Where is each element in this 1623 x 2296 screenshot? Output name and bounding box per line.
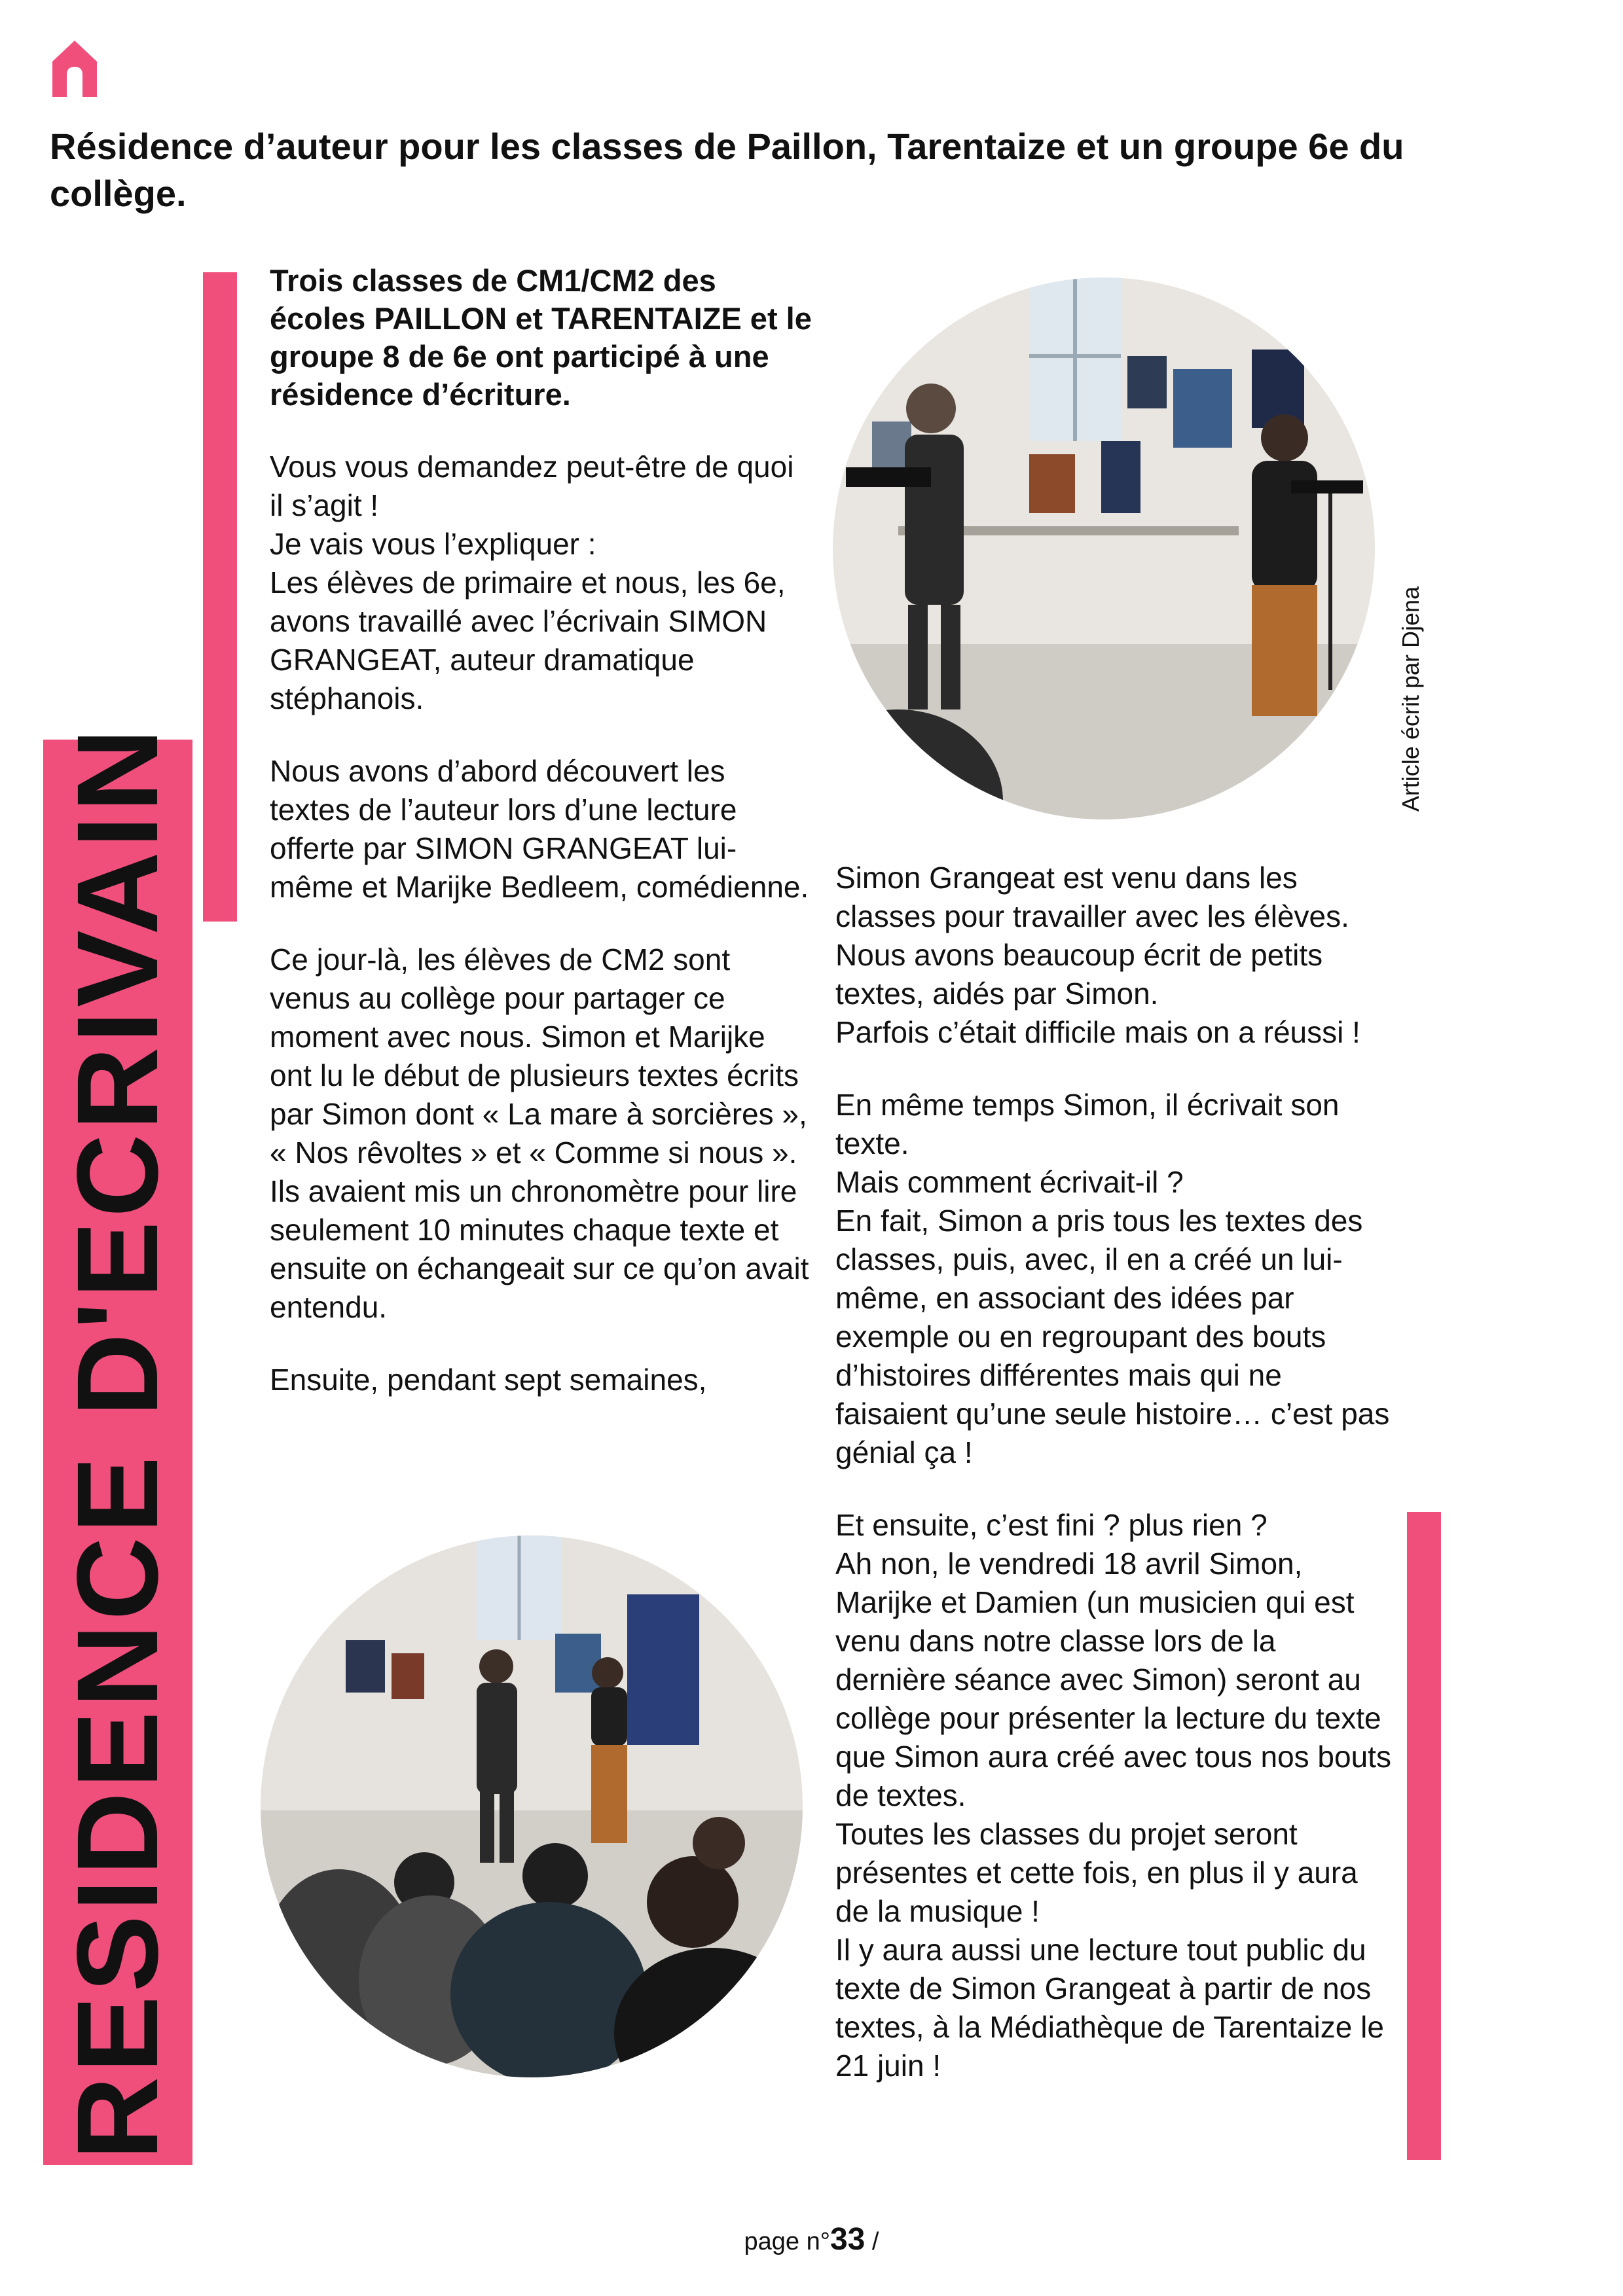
paragraph-simon-writing [835,1086,1392,1472]
text-line: Simon Grangeat est venu dans les classes pour travailler avec les élèves. [835,861,1349,933]
page-footer [0,2221,1623,2257]
accent-bar-top [203,272,237,922]
home-icon[interactable] [50,37,100,99]
section-title-vertical: RESIDENCE D'ECRIVAIN [54,725,182,2160]
paragraph-seven-weeks: Ensuite, pendant sept semaines, [270,1363,707,1397]
right-column [835,859,1392,2119]
text-line: Nous avons beaucoup écrit de petits textes, aidés par Simon. [835,938,1323,1011]
paragraph-cm2 [270,941,813,1327]
text-line: Et ensuite, c’est fini ? plus rien ? [835,1508,1267,1542]
paragraph-next-steps [835,1506,1392,2085]
text-line: Je vais vous l’expliquer : [270,527,596,561]
photo-audience-circle [261,1535,803,2077]
text-line: Parfois c’était difficile mais on a réussi ! [835,1015,1360,1049]
left-column [270,262,813,1433]
text-line: Toutes les classes du projet seront présentes et cette fois, en plus il y aura de la musique ! [835,1817,1358,1928]
lead-paragraph: Trois classes de CM1/CM2 des écoles PAILLON et TARENTAIZE et le groupe 8 de 6e ont participé à une résidence d’écriture. [270,263,812,412]
photo-reading-circle [833,278,1375,819]
page-number: 33 [830,2222,866,2257]
paragraph-intro [270,448,813,718]
text-line: Vous vous demandez peut-être de quoi il s’agit ! [270,450,794,522]
text-line: Ils avaient mis un chronomètre pour lire seulement 10 minutes chaque texte et ensuite on échangeait sur ce qu’on avait entendu. [270,1174,809,1324]
text-line: Il y aura aussi une lecture tout public du texte de Simon Grangeat à partir de nos textes, à la Médiathèque de Tarentaize le 21 juin ! [835,1933,1384,2083]
paragraph-reading: Nous avons d’abord découvert les textes de l’auteur lors d’une lecture offerte par SIMON GRANGEAT lui-même et Marijke Bedleem, comédienne. [270,754,809,904]
text-line: Mais comment écrivait-il ? [835,1165,1184,1199]
page-separator: / [871,2228,879,2255]
page-label: page n° [744,2228,830,2255]
accent-bar-right [1407,1512,1441,2160]
paragraph-simon-came [835,859,1392,1052]
text-line: Les élèves de primaire et nous, les 6e, avons travaillé avec l’écrivain SIMON GRANGEAT, auteur dramatique stéphanois. [270,565,786,715]
text-line: En fait, Simon a pris tous les textes des classes, puis, avec, il en a créé un lui-même, en associant des idées par exemple ou en regroupant des bouts d’histoires différentes mais qui ne faisaient qu’une seule histoire… c’est pas génial ça ! [835,1204,1390,1469]
text-line: Ce jour-là, les élèves de CM2 sont venus au collège pour partager ce moment avec nous. Simon et Marijke ont lu le début de plusieurs textes écrits par Simon dont « La mare à sorcières », « Nos rêvoltes » et « Comme si nous ». [270,942,807,1170]
page-title: Résidence d’auteur pour les classes de Paillon, Tarentaize et un groupe 6e du collège. [50,126,1404,214]
article-credit: Article écrit par Djena [1397,586,1424,812]
text-line: Ah non, le vendredi 18 avril Simon, Marijke et Damien (un musicien qui est venu dans notre classe lors de la dernière séance avec Simon) seront au collège pour présenter la lecture du texte que Simon aura créé avec tous nos bouts de textes. [835,1547,1391,1812]
text-line: En même temps Simon, il écrivait son texte. [835,1088,1340,1160]
